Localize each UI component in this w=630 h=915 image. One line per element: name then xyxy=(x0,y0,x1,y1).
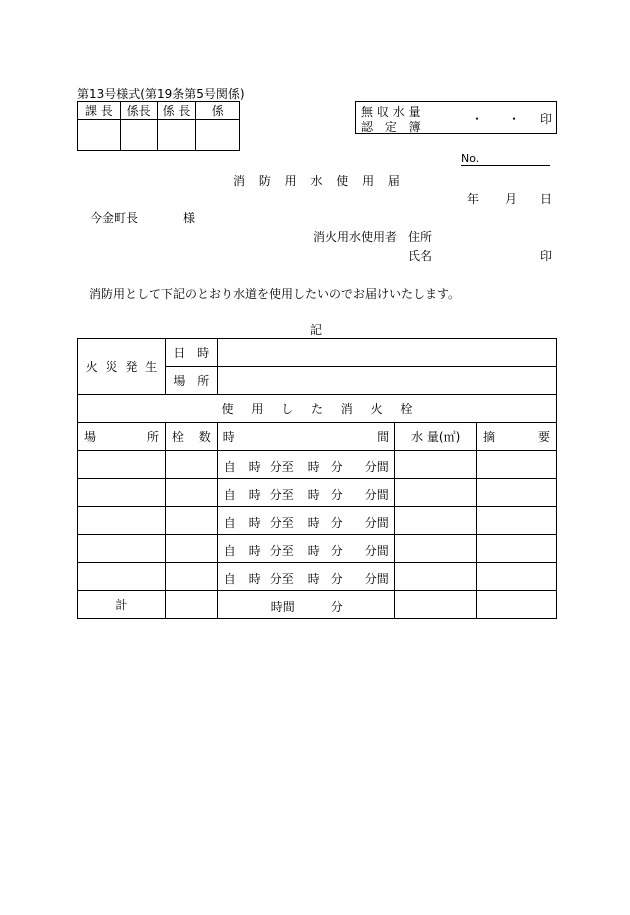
date-month: 月 xyxy=(505,192,518,206)
document-number[interactable] xyxy=(461,152,550,166)
header-time: 時 間 xyxy=(217,423,395,451)
unreceived-dot1: ・ xyxy=(471,112,484,126)
ki-label: 記 xyxy=(310,323,323,337)
volume-cell[interactable] xyxy=(395,479,477,507)
volume-cell[interactable] xyxy=(395,451,477,479)
fire-datetime-field[interactable] xyxy=(217,339,556,367)
total-remarks-cell[interactable] xyxy=(477,591,557,619)
remarks-cell[interactable] xyxy=(477,535,557,563)
remarks-cell[interactable] xyxy=(477,563,557,591)
approval-stamp-cell[interactable] xyxy=(196,120,240,151)
total-label: 計 xyxy=(78,591,166,619)
table-row xyxy=(78,535,557,563)
volume-cell[interactable] xyxy=(395,563,477,591)
unreceived-line2: 認 定 簿 xyxy=(361,120,425,134)
table-row xyxy=(78,563,557,591)
date-year: 年 xyxy=(467,192,480,206)
count-cell[interactable] xyxy=(165,535,217,563)
page-title: 消 防 用 水 使 用 届 xyxy=(233,174,400,188)
header-count: 栓 数 xyxy=(165,423,217,451)
hydrant-use-table xyxy=(77,338,557,619)
addressee: 今金町長 xyxy=(90,211,139,225)
time-cell[interactable]: 自 時 分至 時 分 分間 xyxy=(217,479,395,507)
place-cell[interactable] xyxy=(78,563,166,591)
total-time-cell[interactable]: 時間 分 xyxy=(217,591,395,619)
honorific: 様 xyxy=(183,211,196,225)
header-volume: 水 量(㎥) xyxy=(395,423,477,451)
fire-label: 火 災 発 生 xyxy=(78,339,166,395)
table-row xyxy=(78,451,557,479)
approval-table xyxy=(77,101,240,151)
approval-header-kakari: 係 xyxy=(196,102,240,120)
unreceived-dot2: ・ xyxy=(508,112,521,126)
remarks-cell[interactable] xyxy=(477,507,557,535)
applicant-seal: 印 xyxy=(540,249,553,263)
count-cell[interactable] xyxy=(165,507,217,535)
date-day: 日 xyxy=(540,192,553,206)
form-id: 第13号様式(第19条第5号関係) xyxy=(77,87,245,101)
unreceived-seal: 印 xyxy=(540,112,553,126)
total-row xyxy=(78,591,557,619)
place-cell[interactable] xyxy=(78,479,166,507)
name-label: 氏名 xyxy=(408,249,433,263)
fire-datetime-label: 日 時 xyxy=(165,339,217,367)
applicant-label: 消火用水使用者 xyxy=(313,230,398,244)
unreceived-volume-box xyxy=(355,101,557,134)
number-label: No. xyxy=(461,152,480,165)
table-row xyxy=(78,507,557,535)
approval-stamp-cell[interactable] xyxy=(157,120,196,151)
table-row xyxy=(78,479,557,507)
time-cell[interactable]: 自 時 分至 時 分 分間 xyxy=(217,563,395,591)
volume-cell[interactable] xyxy=(395,507,477,535)
approval-stamp-cell[interactable] xyxy=(120,120,157,151)
count-cell[interactable] xyxy=(165,451,217,479)
approval-header-kakaricho2: 係 長 xyxy=(157,102,196,120)
header-remarks: 摘 要 xyxy=(477,423,557,451)
time-cell[interactable]: 自 時 分至 時 分 分間 xyxy=(217,451,395,479)
time-cell[interactable]: 自 時 分至 時 分 分間 xyxy=(217,507,395,535)
volume-cell[interactable] xyxy=(395,535,477,563)
count-cell[interactable] xyxy=(165,563,217,591)
total-count-cell[interactable] xyxy=(165,591,217,619)
total-volume-cell[interactable] xyxy=(395,591,477,619)
time-cell[interactable]: 自 時 分至 時 分 分間 xyxy=(217,535,395,563)
remarks-cell[interactable] xyxy=(477,451,557,479)
hydrant-section-label: 使 用 し た 消 火 栓 xyxy=(78,395,557,423)
approval-header-kacho: 課 長 xyxy=(78,102,121,120)
address-label: 住所 xyxy=(408,230,433,244)
fire-place-field[interactable] xyxy=(217,367,556,395)
body-text: 消防用として下記のとおり水道を使用したいのでお届けいたします。 xyxy=(89,287,461,301)
place-cell[interactable] xyxy=(78,451,166,479)
approval-header-kakaricho1: 係長 xyxy=(120,102,157,120)
fire-place-label: 場 所 xyxy=(165,367,217,395)
remarks-cell[interactable] xyxy=(477,479,557,507)
unreceived-line1: 無 収 水 量 xyxy=(361,105,421,119)
place-cell[interactable] xyxy=(78,507,166,535)
header-place: 場 所 xyxy=(78,423,166,451)
approval-stamp-cell[interactable] xyxy=(78,120,121,151)
count-cell[interactable] xyxy=(165,479,217,507)
place-cell[interactable] xyxy=(78,535,166,563)
